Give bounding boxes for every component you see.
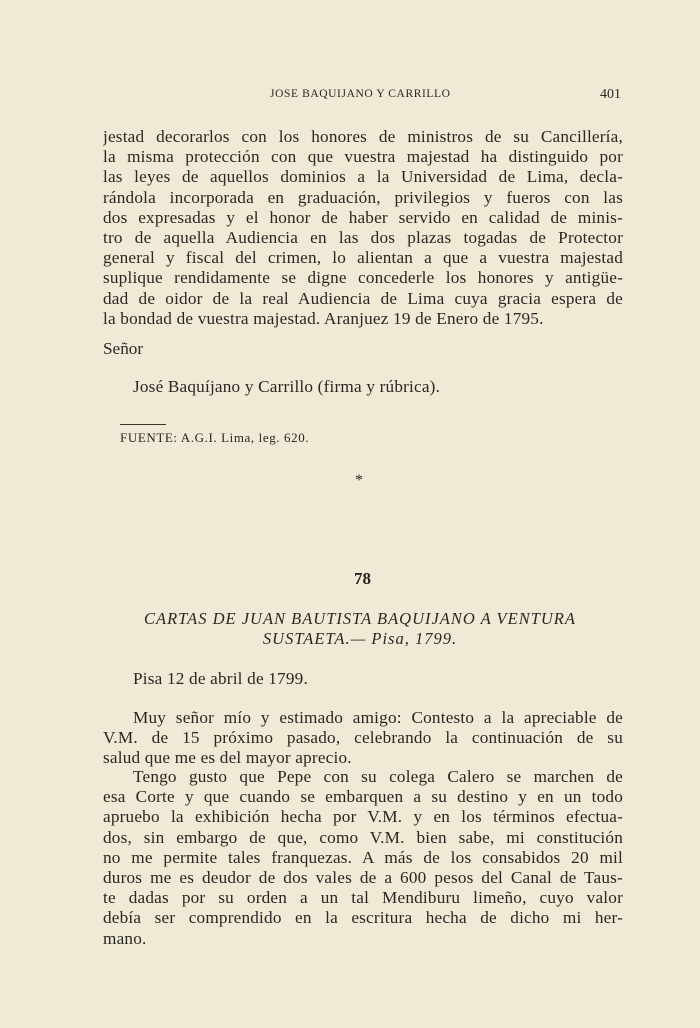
paragraph-greeting (103, 708, 623, 769)
running-title: JOSE BAQUIJANO Y CARRILLO (270, 88, 451, 100)
footnote-rule (120, 424, 166, 425)
section-separator: * (355, 472, 363, 489)
text-line: no me permite tales franquezas. A más de los consabidos 20 mil (103, 847, 623, 867)
letter-place-date: Pisa 12 de abril de 1799. (133, 669, 308, 688)
text-line: V.M. de 15 próximo pasado, celebrando la continuación de su (103, 728, 623, 748)
text-line: Muy señor mío y estimado amigo: Contesto a la apreciable de (133, 708, 623, 727)
text-line: rándola incorporada en graduación, privilegios y fueros con las (103, 187, 623, 207)
document-number: 78 (354, 569, 371, 588)
text-line: dos, sin embargo de que, como V.M. bien sabe, mi constitución (103, 827, 623, 847)
text-line: debía ser comprendido en la escritura hecha de dicho mi her- (103, 908, 623, 928)
text-line: dad de oidor de la real Audiencia de Lima cuya gracia espera de (103, 288, 623, 308)
text-line: apruebo la exhibición hecha por V.M. y en los términos efectua- (103, 807, 623, 827)
text-line: Tengo gusto que Pepe con su colega Calero se marchen de (133, 767, 623, 786)
text-line: duros me es deudor de dos vales de a 600 pesos del Canal de Taus- (103, 867, 623, 887)
source-note: FUENTE: A.G.I. Lima, leg. 620. (120, 430, 310, 445)
text-line: esa Corte y que cuando se embarquen a su destino y en un todo (103, 787, 623, 807)
salutation: Señor (103, 339, 144, 358)
text-line: jestad decorarlos con los honores de ministros de su Cancillería, (103, 127, 623, 146)
heading-line: SUSTAETA.— Pisa, 1799. (262, 629, 458, 648)
text-line: mano. (103, 928, 147, 948)
text-line: tro de aquella Audiencia en las dos plazas togadas de Protector (103, 227, 623, 247)
text-line: salud que me es del mayor aprecio. (103, 748, 352, 768)
heading-line: CARTAS DE JUAN BAUTISTA BAQUIJANO A VENTURA (144, 609, 576, 628)
page-number: 401 (600, 87, 621, 102)
document-heading (110, 609, 610, 649)
text-line: la bondad de vuestra majestad. Aranjuez 19 de Enero de 1795. (103, 308, 544, 328)
paragraph-body (103, 767, 623, 949)
text-line: general y fiscal del crimen, lo alientan a que a vuestra majestad (103, 248, 623, 268)
text-line: la misma protección con que vuestra majestad ha distinguido por (103, 147, 623, 167)
signature-line: José Baquíjano y Carrillo (firma y rúbrica). (133, 377, 441, 396)
text-line: te dadas por su orden a un tal Mendiburu limeño, cuyo valor (103, 888, 623, 908)
text-line: suplique rendidamente se digne concederle los honores y antigüe- (103, 268, 623, 288)
text-line: dos expresadas y el honor de haber servido en calidad de minis- (103, 207, 623, 227)
paragraph-continuation (103, 127, 623, 329)
text-line: las leyes de aquellos dominios a la Universidad de Lima, decla- (103, 167, 623, 187)
